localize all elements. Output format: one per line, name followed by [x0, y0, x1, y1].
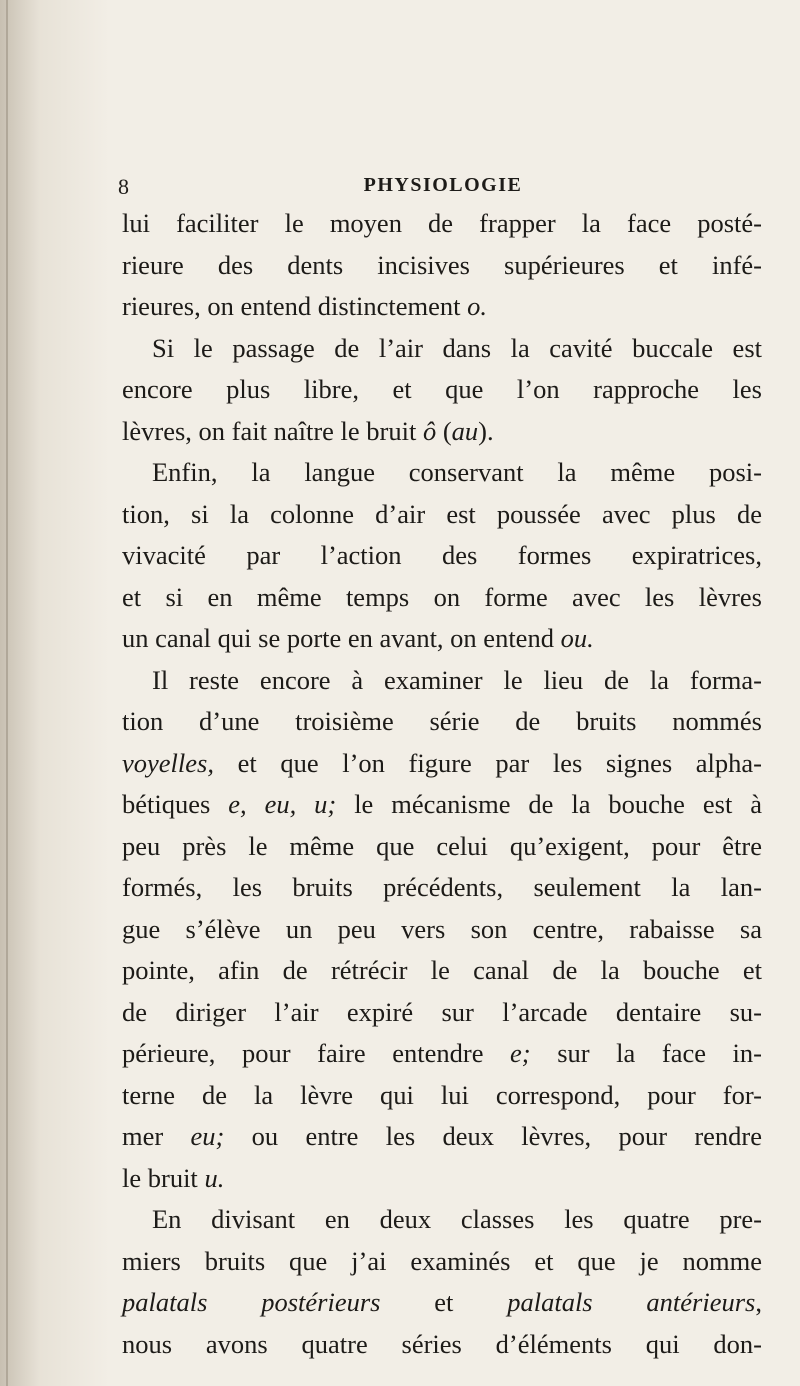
page-header: [118, 174, 768, 202]
page-number: 8: [118, 174, 129, 199]
text-line: palatals postérieurs et palatals antérieurs,: [122, 1287, 762, 1317]
running-head: PHYSIOLOGIE: [363, 174, 523, 196]
text-line: pointe, afin de rétrécir le canal de la bouche et: [122, 955, 762, 985]
text-line: En divisant en deux classes les quatre pre-: [152, 1204, 762, 1234]
text-line: gue s’élève un peu vers son centre, rabaisse sa: [122, 913, 762, 944]
text-line: périeure, pour faire entendre e; sur la face in-: [122, 1038, 762, 1068]
text-line: peu près le même que celui qu’exigent, pour être: [122, 830, 762, 861]
body-text: [122, 203, 762, 1365]
text-line: rieure des dents incisives supérieures et infé-: [122, 249, 762, 280]
text-line: vivacité par l’action des formes expiratrices,: [122, 540, 762, 570]
text-line: de diriger l’air expiré sur l’arcade dentaire su-: [122, 996, 762, 1027]
text-line: rieures, on entend distinctement o.: [122, 291, 488, 321]
text-line: et si en même temps on forme avec les lèvres: [122, 581, 762, 612]
text-line: tion, si la colonne d’air est poussée avec plus de: [122, 498, 762, 529]
text-line: tion d’une troisième série de bruits nommés: [122, 706, 762, 736]
text-line: terne de la lèvre qui lui correspond, pour for-: [122, 1079, 762, 1110]
text-line: Si le passage de l’air dans la cavité buccale est: [152, 332, 762, 363]
text-line: lèvres, on fait naître le bruit ô (au).: [122, 415, 494, 446]
text-line: nous avons quatre séries d’éléments qui don-: [122, 1328, 762, 1359]
text-line: encore plus libre, et que l’on rapproche les: [122, 374, 762, 404]
text-line: le bruit u.: [122, 1162, 225, 1193]
text-line: mer eu; ou entre les deux lèvres, pour rendre: [122, 1121, 762, 1151]
text-line: formés, les bruits précédents, seulement la lan-: [122, 872, 762, 902]
text-line: Enfin, la langue conservant la même posi-: [152, 457, 762, 487]
text-line: voyelles, et que l’on figure par les signes alpha-: [122, 747, 762, 778]
text-line: lui faciliter le moyen de frapper la face posté-: [122, 208, 762, 238]
binding-gutter: [6, 0, 8, 1386]
text-line: Il reste encore à examiner le lieu de la forma-: [152, 664, 762, 695]
text-line: un canal qui se porte en avant, on entend ou.: [122, 623, 594, 653]
text-line: bétiques e, eu, u; le mécanisme de la bouche est à: [122, 789, 763, 819]
text-line: miers bruits que j’ai examinés et que je nomme: [122, 1245, 762, 1276]
